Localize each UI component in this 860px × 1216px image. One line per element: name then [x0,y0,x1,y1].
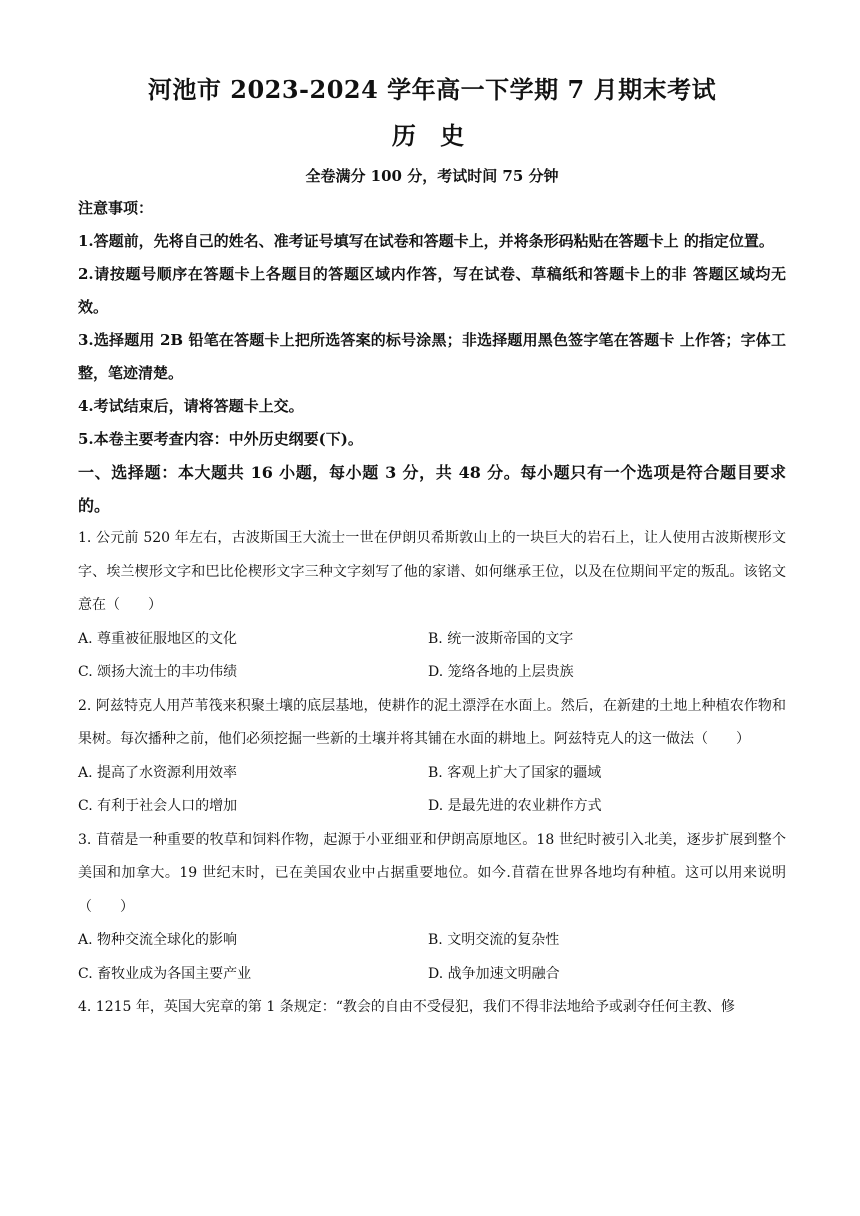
section-heading: 一、选择题：本大题共 16 小题，每小题 3 分，共 48 分。每小题只有一个选项是符合题目要求的。 [78,463,786,515]
question-2-options [78,757,786,824]
notice-item: 2.请按题号顺序在答题卡上各题目的答题区域内作答，写在试卷、草稿纸和答题卡上的非 答题区域均无效。 [78,265,786,316]
notice-item: 3.选择题用 2B 铅笔在答题卡上把所选答案的标号涂黑；非选择题用黑色签字笔在答题卡 上作答；字体工整，笔迹清楚。 [78,331,786,382]
option-a: A. 物种交流全球化的影响 [78,932,238,948]
option-c: C. 畜牧业成为各国主要产业 [78,965,252,982]
exam-title: 河池市 2023-2024 学年高一下学期 7 月期末考试 [147,75,717,104]
question-1-options [78,623,786,690]
option-a: A. 尊重被征服地区的文化 [78,630,238,647]
notice-item: 4.考试结束后，请将答题卡上交。 [78,397,304,415]
option-d: D. 笼络各地的上层贵族 [428,664,574,680]
question-2-stem: 2. 阿兹特克人用芦苇筏来积聚土壤的底层基地，使耕作的泥土漂浮在水面上。然后，在新建的土地上种植农作物和果树。每次播种之前，他们必须挖掘一些新的土壤并将其铺在水面的耕地上。阿兹特克人的这一做法（ ） [78,697,786,747]
option-b: B. 文明交流的复杂性 [428,932,560,948]
question-1-stem: 1. 公元前 520 年左右，古波斯国王大流士一世在伊朗贝希斯敦山上的一块巨大的岩石上，让人使用古波斯楔形文字、埃兰楔形文字和巴比伦楔形文字三种文字刻写了他的家谱、如何继承王位，以及在位期间平定的叛乱。该铭文意在（ ） [78,530,786,613]
option-a: A. 提高了水资源利用效率 [78,764,238,781]
option-b: B. 客观上扩大了国家的疆域 [428,764,602,781]
question-3-options [78,924,786,991]
notice-title: 注意事项： [78,199,154,217]
option-c: C. 颂扬大流士的丰功伟绩 [78,664,238,680]
question-4-stem: 4. 1215 年，英国大宪章的第 1 条规定：“教会的自由不受侵犯，我们不得非法地给予或剥夺任何主教、修 [78,999,735,1015]
option-d: D. 战争加速文明融合 [428,965,560,982]
option-d: D. 是最先进的农业耕作方式 [428,798,602,814]
option-b: B. 统一波斯帝国的文字 [428,630,574,647]
exam-page [78,74,786,1025]
notice-item: 5.本卷主要考查内容：中外历史纲要(下)。 [78,430,363,448]
question-3-stem: 3. 苜蓿是一种重要的牧草和饲料作物，起源于小亚细亚和伊朗高原地区。18 世纪时被引入北美，逐步扩展到整个美国和加拿大。19 世纪末时，已在美国农业中占据重要地位。如今.苜蓿在世界各地均有种植。这可以用来说明（ ） [78,831,786,915]
subject-title: 历 史 [391,121,473,150]
option-c: C. 有利于社会人口的增加 [78,798,238,814]
exam-meta: 全卷满分 100 分，考试时间 75 分钟 [305,167,559,185]
notice-item: 1.答题前，先将自己的姓名、准考证号填写在试卷和答题卡上，并将条形码粘贴在答题卡上 的指定位置。 [78,232,774,250]
